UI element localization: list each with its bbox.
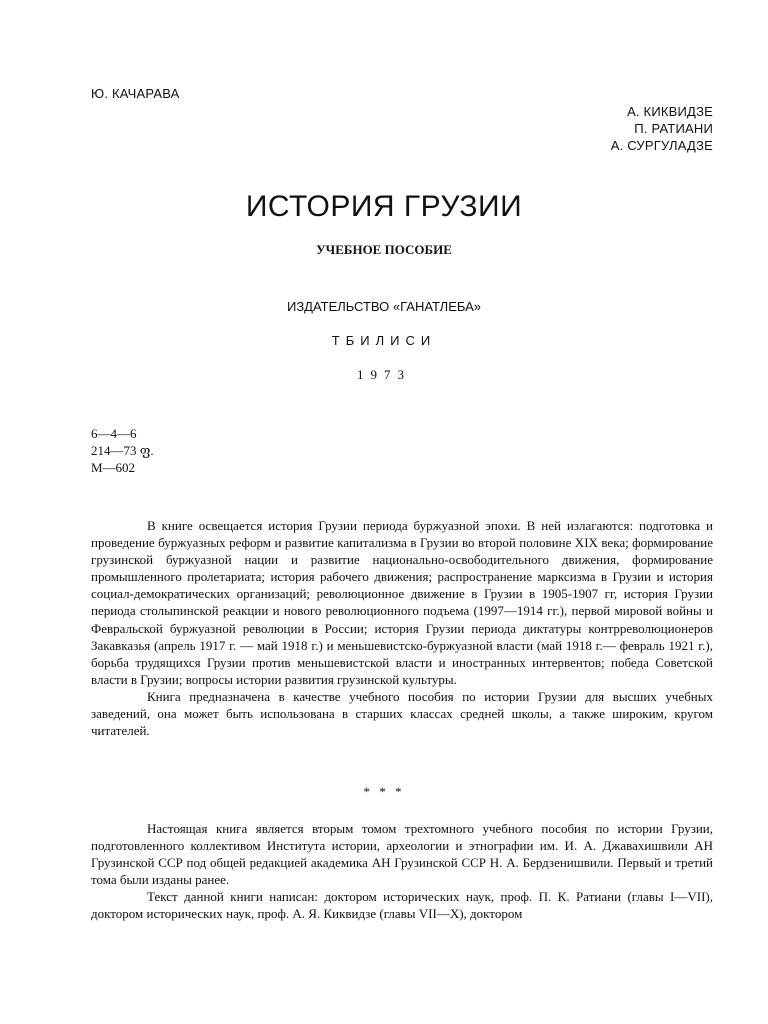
publication-year: 1973 [357, 367, 411, 382]
author-surguladze: А. СУРГУЛАДЗЕ [610, 138, 713, 153]
abstract [91, 517, 713, 739]
abstract-paragraph: Книга предназначена в качестве учебного пособия по истории Грузии для высших учебных заведений, она может быть использована в старших классах средней школы, а также широким, кругом читателей. [91, 688, 713, 739]
catalog-codes [91, 425, 154, 476]
author-kikvidze: А. КИКВИДЗЕ [627, 104, 713, 119]
publication-city: ТБИЛИСИ [331, 333, 437, 348]
foreword-paragraph: Настоящая книга является вторым томом трехтомного учебного пособия по истории Грузии, подготовленного коллективом Института истории, археологии и этнографии им. И. А. Джавахишвили АН Грузинской ССР под общей редакцией академика АН Грузинской ССР Н. А. Бердзенишвили. Первый и третий тома были изданы ранее. [91, 821, 713, 888]
foreword-paragraph: Текст данной книги написан: доктором исторических наук, проф. П. К. Ратиани (главы I—VII), доктором исторических наук, проф. А. Я. Киквидзе (главы VII—X), доктором [91, 889, 713, 922]
catalog-code: М—602 [91, 460, 136, 475]
catalog-code: 6—4—6 [91, 426, 137, 441]
book-title: ИСТОРИЯ ГРУЗИИ [245, 190, 523, 223]
author-left: Ю. КАЧАРАВА [91, 86, 180, 101]
book-subtitle: УЧЕБНОЕ ПОСОБИЕ [316, 242, 452, 257]
abstract-paragraph: В книге освещается история Грузии периода буржуазной эпохи. В ней излагаются: подготовка и проведение буржуазных реформ и развитие капитализма в Грузии во второй половине XIX века; формирование грузинской буржуазной нации и развитие национально-освободительного движения, формирование промышленного пролетариата; история рабочего движения; распространение марксизма в Грузии и история социал-демократических организаций; революционное движение в Грузии в 1905-1907 гг, история Грузии периода столыпинской реакции и нового революционного подъема (1997—1914 гг.), первой мировой войны и Февральской буржуазной революции в России; история Грузии периода диктатуры контрреволюционеров Закавказья (апрель 1917 г. — май 1918 г.) и меньшевистско-буржуазной власти (май 1918 г.— февраль 1921 г.), борьба трудящихся Грузии против меньшевистской власти и иностранных интервентов; победа Советской власти в Грузии; вопросы истории развития грузинской культуры. [91, 518, 713, 687]
author-ratiani: П. РАТИАНИ [634, 121, 713, 136]
foreword [91, 820, 713, 923]
catalog-code: 214—73 ფ. [91, 443, 154, 458]
authors-right [611, 103, 713, 154]
publisher: ИЗДАТЕЛЬСТВО «ГАНАТЛЕБА» [286, 299, 482, 314]
section-separator: * * * [363, 784, 405, 799]
